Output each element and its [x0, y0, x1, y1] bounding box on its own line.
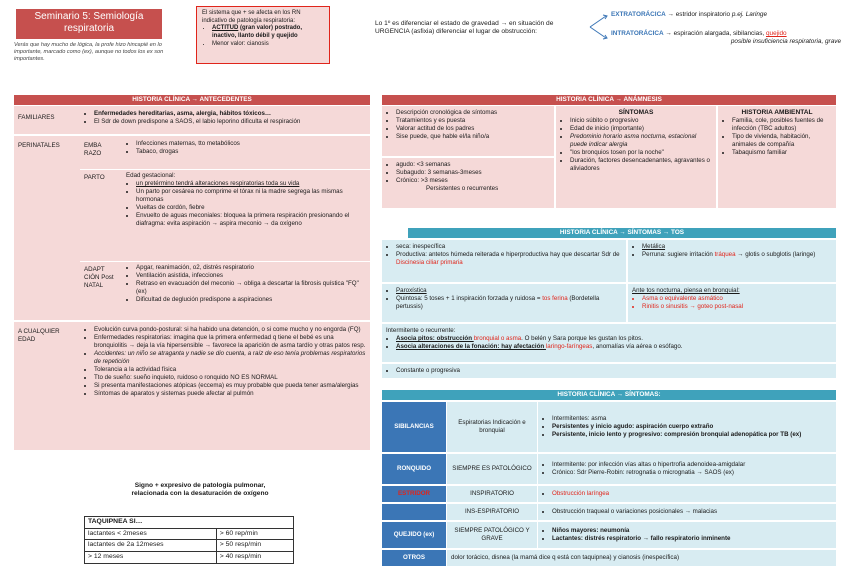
sintomas-row-details — [537, 454, 836, 484]
cualquier-item: • Síntomas de aparatos y sistemas puede afectar al pulmón — [94, 390, 366, 398]
tos-productiva: • Productiva: antetos húmeda reiterada e hiperproductiva hay que descartar Sdr de Discinesia ciliar primaria — [396, 251, 622, 267]
sintomas-header: HISTORIA CLÍNICA → SÍNTOMAS: — [382, 390, 836, 400]
sintomas-item: • Obstrucción laríngea — [552, 490, 609, 498]
urgency-text: Lo 1º es diferenciar el estado de gravedad → en situación de URGENCIA (asfixia) diferenciar el lugar de obstrucción: — [375, 20, 554, 36]
anamnesis-item: • Descripción cronológica de síntomas — [396, 109, 550, 117]
sintomas-item: • Persistentes y inicio agudo: aspiración cuerpo extraño — [552, 423, 801, 431]
parto-item: • Vueltas de cordón, fiebre — [136, 204, 366, 212]
familiares-row — [14, 106, 370, 134]
rn-item-cianosis: • Menor valor: cianosis — [212, 41, 324, 49]
sintomas-row-ins-espiratorio — [382, 504, 836, 520]
anamnesis-left — [382, 106, 554, 156]
embarazo-item: • Tabaco, drogas — [136, 148, 366, 156]
tos-constante — [382, 364, 836, 378]
rn-box — [196, 6, 330, 64]
embarazo-item: • Infecciones maternas, tto metabólicos — [136, 140, 366, 148]
sintomas-row-label: RONQUIDO — [382, 454, 446, 484]
adapt-item: • Ventilación asistida, infecciones — [136, 272, 366, 280]
sintomas-row-label: ESTRIDOR — [382, 486, 446, 502]
sintomas-item: • Intermitentes: asma — [552, 415, 801, 423]
cualquier-item: • Tto de sueño: sueño inquieto, ruidoso o ronquido NO ES NORMAL — [94, 374, 366, 382]
tos-metalica — [628, 240, 836, 282]
adapt-label: ADAPT CIÓN Post NATAL — [84, 266, 114, 289]
sintomas-row-type: SIEMPRE ES PATOLÓGICO — [446, 454, 537, 484]
tos-nocturna-item: • Rinitis o sinusitis → goteo post-nasal — [642, 303, 832, 311]
adapt-item: • Retraso en evacuación del meconio → obliga a descartar la fibrosis quística "FQ" (ex) — [136, 280, 366, 296]
tos-nocturna — [628, 284, 836, 322]
tos-asocia-pitos: • Asocia pitos: obstrucción bronquial o asma. O belén y Sara porque les gustan los pitos. — [396, 335, 832, 343]
tos-quintosa: • Quintosa: 5 toses + 1 inspiración forzada y ruidosa = tos ferina (Bordetella pertussis) — [396, 295, 622, 311]
sintomas-row-details — [537, 402, 836, 452]
tos-header: HISTORIA CLÍNICA → SÍNTOMAS → TOS — [408, 228, 836, 238]
sintomas-item: dolor torácico, disnea (la mamá dice q está con taquipnea) y cianosis (inespecífica) — [446, 550, 836, 566]
anamnesis-ambiental — [718, 106, 836, 208]
sintomas-item: • "los bronquios tosen por la noche" — [570, 149, 712, 157]
time-sub: Persistentes o recurrentes — [426, 184, 499, 192]
cualquier-item: • Si presenta manifestaciones atópicas (eccema) es muy probable que pueda tener asma/alergias — [94, 382, 366, 390]
perinatales-label: PERINATALES — [18, 142, 60, 149]
title-note: Verás que hay mucho de lógica, la profe hizo hincapié en lo importante, marcado como (ex), aunque no todos los ex son importantes. — [14, 42, 164, 63]
ambiental-item: • Tipo de vivienda, habitación, animales de compañía — [732, 133, 832, 149]
time-item: • Crónico: >3 meses — [396, 177, 550, 185]
sintomas-row-details — [537, 522, 836, 548]
sintomas-item: • Obstrucción traqueal o variaciones posicionales → malacias — [552, 508, 717, 516]
parto-item: • un pretérmino tendrá alteraciones respiratorias toda su vida — [136, 180, 366, 188]
tos-seca: • seca: inespecífica — [396, 243, 622, 251]
sintomas-item: • Crónico: Sdr Pierre-Robin: retrognatia o micrognatia → SAOS (ex) — [552, 469, 745, 477]
anamnesis-header: HISTORIA CLÍNICA → ANÁMNESIS — [382, 95, 836, 105]
familiares-label: FAMILIARES — [18, 114, 55, 121]
parto-intro: Edad gestacional: — [126, 172, 176, 179]
sintomas-item: • Predominio horario asma nocturna, estacional puede indicar alergia — [570, 133, 712, 149]
tos-asocia-fonacion: • Asocia alteraciones de la fonación: hay afectación laringo-faríngeas, anomalías vía aérea o esófago. — [396, 343, 832, 351]
perinatales-row — [14, 136, 370, 320]
urgency-extra: EXTRATORÁCICA → estridor inspiratorio p.ej. Laringe — [611, 11, 768, 18]
signo-text: Signo + expresivo de patología pulmonar, relacionada con la desaturación de oxígeno — [131, 482, 269, 498]
sintomas-item: • Persistente, inicio lento y progresivo: compresión bronquial adenopática por TB (ex) — [552, 431, 801, 439]
rn-intro: El sistema que + se afecta en los RN indicativo de patología respiratoria: — [202, 10, 301, 24]
cualquier-item: • Tolerancia a la actividad física — [94, 366, 366, 374]
urgency-intra: INTRATORÁCICA → espiración alargada, sibilancias, quejido posible insuficiencia respiratoria, grave — [611, 30, 841, 46]
tos-intermitente-label: Intermitente o recurrente: — [386, 327, 456, 334]
parto-label: PARTO — [84, 174, 105, 181]
sintomas-item: • Inicio súbito o progresivo — [570, 117, 712, 125]
sintomas-row-label — [382, 504, 446, 520]
table-row: lactantes de 2a 12meses > 50 resp/min — [85, 540, 294, 552]
branch-arrows-icon — [588, 12, 610, 42]
sintomas-row-otros — [382, 550, 836, 566]
tos-paroxistica — [382, 284, 626, 322]
parto-item: • Envuelto de aguas meconiales: bloquea la primera respiración presionando el diafragma: evita aspiración → aspira meconio → da oxígeno — [136, 212, 366, 228]
tos-constante-label: • Constante o progresiva — [396, 367, 832, 375]
cualquier-label: A CUALQUIER EDAD — [18, 328, 60, 343]
title-line2: respiratoria — [63, 22, 115, 34]
sintomas-row-estridor — [382, 486, 836, 502]
ambiental-item: • Familia, cole, posibles fuentes de infección (TBC adultos) — [732, 117, 832, 133]
antecedentes-header: HISTORIA CLÍNICA → ANTECEDENTES — [14, 95, 370, 105]
sintomas-item: • Niños mayores: neumonía — [552, 527, 730, 535]
cualquier-edad-row — [14, 322, 370, 450]
tos-seca-productiva — [382, 240, 626, 282]
urgency-arrows — [588, 12, 610, 42]
tos-paroxistica-label: • Paroxística — [396, 287, 622, 295]
table-row: > 12 meses > 40 resp/min — [85, 552, 294, 564]
sintomas-row-quejido — [382, 522, 836, 548]
ambiental-header: HISTORIA AMBIENTAL — [741, 109, 813, 116]
sintomas-item: • Intermitente: por infección vías altas o hipertrofia adenoidea-amigdalar — [552, 461, 745, 469]
familiares-item: • Enfermedades hereditarias, asma, alergia, hábitos tóxicos… — [94, 110, 366, 118]
time-item: • Subagudo: 3 semanas-3meses — [396, 169, 550, 177]
sintomas-row-details — [537, 504, 836, 520]
sintomas-item: • Duración, factores desencadenantes, agravantes o aliviadores — [570, 157, 712, 173]
time-item: • agudo: <3 semanas — [396, 161, 550, 169]
sintomas-item: • Edad de inicio (importante) — [570, 125, 712, 133]
anamnesis-sintomas — [556, 106, 716, 208]
embarazo-label: EMBA RAZO — [84, 142, 102, 157]
sintomas-row-sibilancias — [382, 402, 836, 452]
cualquier-item: • Evolución curva pondo-postural: si ha habido una detención, o si come mucho y no engorda (FQ) — [94, 326, 366, 334]
cualquier-item: • Enfermedades respiratorias: imagina que la primera enfermedad q tiene el bebé es una bronquiolitis → deja la vía hipersensible → favorece la aparición de asma tardío y otras patos resp. — [94, 334, 366, 350]
sintomas-item: • Lactantes: distrés respiratorio → fallo respiratorio inminente — [552, 535, 730, 543]
taquipnea-header: TAQUIPNEA SI… — [85, 517, 294, 529]
adapt-item: • Apgar, reanimación, o2, distrés respiratorio — [136, 264, 366, 272]
cualquier-item: • Accidentes: un niño se atraganta y nadie se dio cuenta, a raíz de eso tenía problemas respiratorios de repetición — [94, 350, 366, 366]
title-line1: Seminario 5: Semiología — [34, 11, 144, 22]
sintomas-row-type: INSPIRATORIO — [446, 486, 537, 502]
sintomas-row-label: OTROS — [382, 550, 446, 566]
anamnesis-item: • Tratamientos y es puesta — [396, 117, 550, 125]
sintomas-row-label: QUEJIDO (ex) — [382, 522, 446, 548]
sintomas-row-ronquido — [382, 454, 836, 484]
tos-nocturna-label: Ante tos nocturna, piensa en bronquial: — [632, 287, 740, 294]
tos-intermitente — [382, 324, 836, 362]
sintomas-row-details — [537, 486, 836, 502]
tos-nocturna-item: • Asma o equivalente asmático — [642, 295, 832, 303]
anamnesis-item: • Sise puede, que hable el/la niño/a — [396, 133, 550, 141]
sintomas-row-type: Espiratorias Indicación e bronquial — [446, 402, 537, 452]
tos-metalica-label: • Metálica — [642, 243, 832, 251]
tos-perruna: • Perruna: sugiere irritación tráquea → glotis o subglotis (laringe) — [642, 251, 832, 259]
sintomas-row-label: SIBILANCIAS — [382, 402, 446, 452]
table-row: lactantes < 2meses > 60 rep/min — [85, 528, 294, 540]
title-banner — [16, 9, 162, 39]
taquipnea-table — [84, 516, 294, 564]
sintomas-row-type: INS-ESPIRATORIO — [446, 504, 537, 520]
adapt-item: • Dificultad de deglución predispone a aspiraciones — [136, 296, 366, 304]
familiares-item: • El Sdr de down predispone a SAOS, el labio leporino dificulta el respiración — [94, 118, 366, 126]
anamnesis-time — [382, 158, 554, 208]
anamnesis-item: • Valorar actitud de los padres — [396, 125, 550, 133]
rn-item-actitud: • ACTITUD (gran valor) postrado, inactivo, llanto débil y quejido — [212, 25, 324, 40]
sintomas-row-type: SIEMPRE PATOLÓGICO Y GRAVE — [446, 522, 537, 548]
parto-item: • Un parto por cesárea no comprime el tórax ni la madre segrega las mismas hormonas — [136, 188, 366, 204]
sintomas-col-header: SÍNTOMAS — [618, 109, 654, 116]
ambiental-item: • Tabaquismo familiar — [732, 149, 832, 157]
